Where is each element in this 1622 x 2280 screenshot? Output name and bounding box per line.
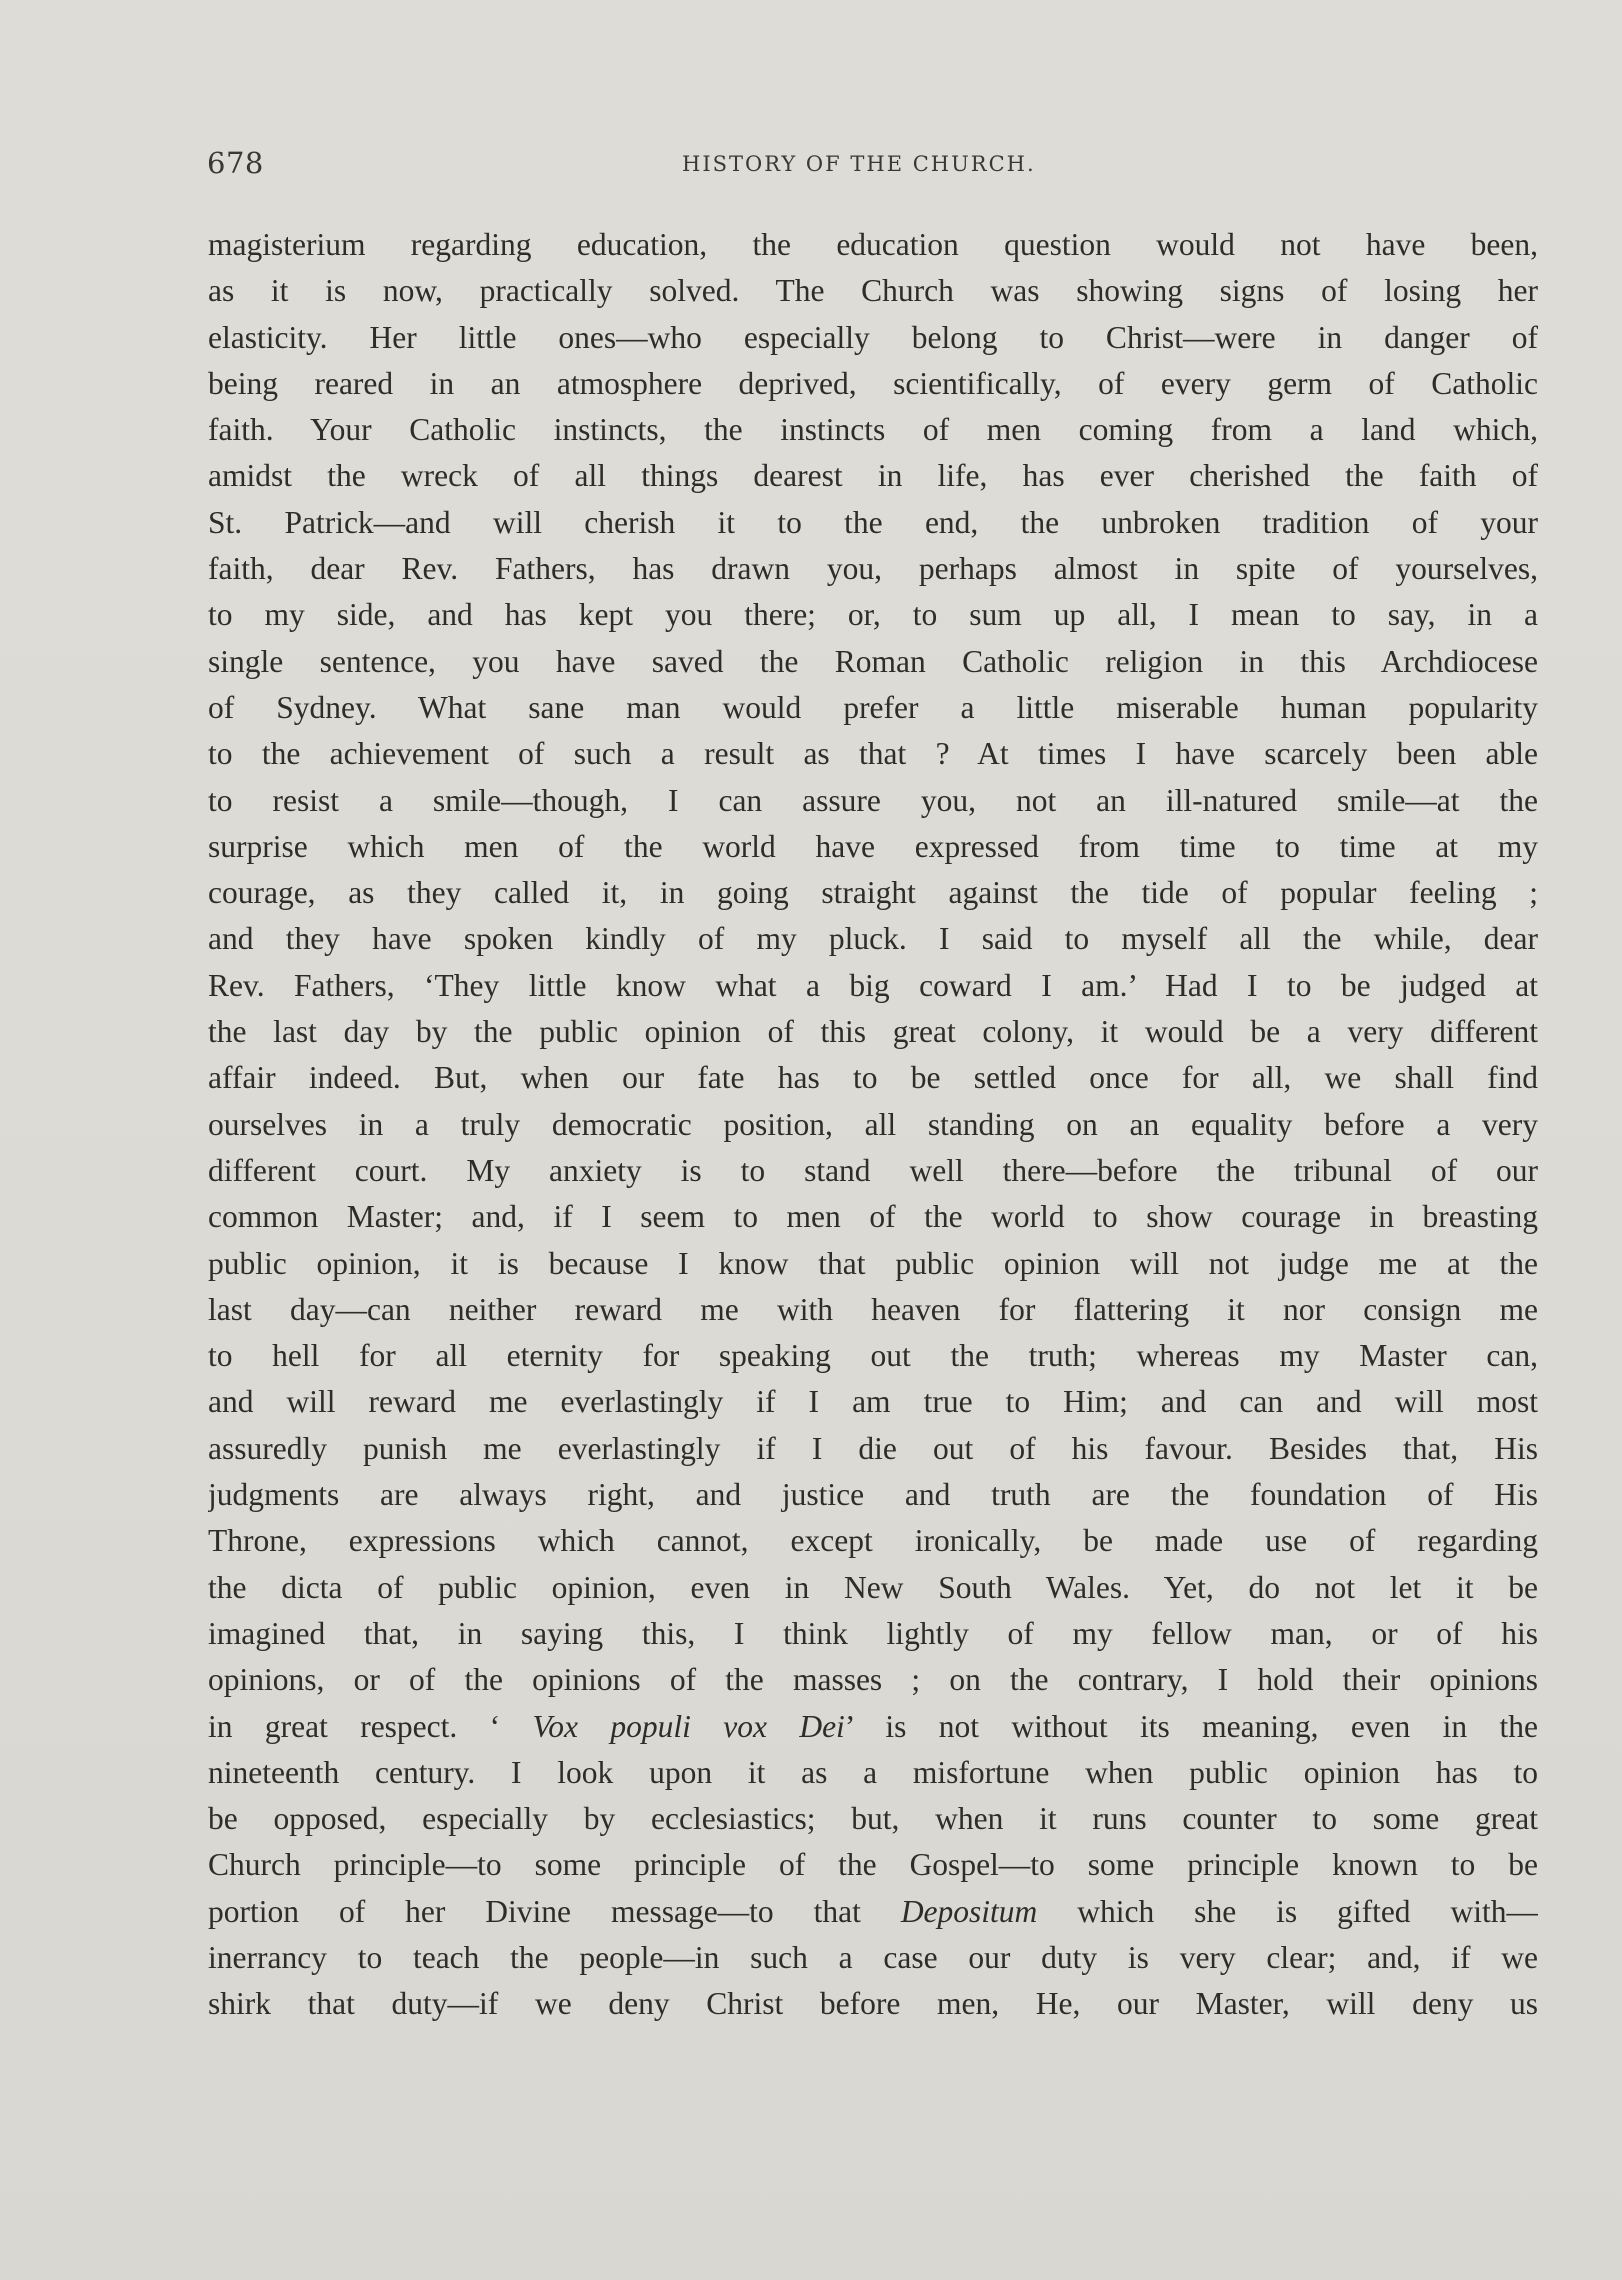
- text-line: to hell for all eternity for speaking out the truth; whereas my Master can,: [208, 1338, 1538, 1374]
- text-line-latin-quote: [208, 1704, 1538, 1750]
- text-line: faith, dear Rev. Fathers, has drawn you, perhaps almost in spite of yourselves,: [208, 551, 1538, 587]
- text-line: being reared in an atmosphere deprived, scientifically, of every germ of Catholic: [208, 365, 1538, 401]
- text-line: assuredly punish me everlastingly if I die out of his favour. Besides that, His: [208, 1430, 1538, 1466]
- text-line: faith. Your Catholic instincts, the instincts of men coming from a land which,: [208, 412, 1538, 448]
- text-line: to the achievement of such a result as that ? At times I have scarcely been able: [208, 736, 1538, 772]
- running-head: [207, 146, 1537, 186]
- text-line: single sentence, you have saved the Roman Catholic religion in this Archdiocese: [208, 643, 1538, 679]
- text-line: and they have spoken kindly of my pluck. I said to myself all the while, dear: [208, 921, 1538, 957]
- italic-depositum: Depositum: [900, 1893, 1038, 1929]
- body-text: [208, 222, 1538, 2028]
- text-line: ourselves in a truly democratic position, all standing on an equality before a very: [208, 1106, 1538, 1142]
- page-number: 678: [207, 146, 264, 180]
- italic-latin-phrase: Vox populi vox Dei: [532, 1708, 845, 1744]
- text-line: public opinion, it is because I know that public opinion will not judge me at the: [208, 1245, 1538, 1281]
- text-line: affair indeed. But, when our fate has to be settled once for all, we shall find: [208, 1060, 1538, 1096]
- text-segment: in great respect. ‘: [208, 1708, 533, 1744]
- text-line: to resist a smile—though, I can assure you, not an ill-natured smile—at the: [208, 782, 1538, 818]
- text-line: be opposed, especially by ecclesiastics; but, when it runs counter to some great: [208, 1801, 1538, 1837]
- text-line: last day—can neither reward me with heaven for flattering it nor consign me: [208, 1291, 1538, 1327]
- text-line: opinions, or of the opinions of the masses ; on the contrary, I hold their opinions: [208, 1662, 1538, 1698]
- text-line: judgments are always right, and justice and truth are the foundation of His: [208, 1477, 1538, 1513]
- text-segment: ’ is not without its meaning, even in the: [844, 1708, 1538, 1744]
- text-line: and will reward me everlastingly if I am true to Him; and can and will most: [208, 1384, 1538, 1420]
- text-line: as it is now, practically solved. The Church was showing signs of losing her: [208, 273, 1538, 309]
- text-line: Church principle—to some principle of the Gospel—to some principle known to be: [208, 1847, 1538, 1883]
- text-line: the last day by the public opinion of this great colony, it would be a very different: [208, 1014, 1538, 1050]
- text-line: different court. My anxiety is to stand well there—before the tribunal of our: [208, 1152, 1538, 1188]
- text-line: the dicta of public opinion, even in New South Wales. Yet, do not let it be: [208, 1569, 1538, 1605]
- text-line: Throne, expressions which cannot, except ironically, be made use of regarding: [208, 1523, 1538, 1559]
- text-line: inerrancy to teach the people—in such a case our duty is very clear; and, if we: [208, 1939, 1538, 1975]
- text-line: Rev. Fathers, ‘They little know what a big coward I am.’ Had I to be judged at: [208, 967, 1538, 1003]
- text-line: amidst the wreck of all things dearest in life, has ever cherished the faith of: [208, 458, 1538, 494]
- text-line: shirk that duty—if we deny Christ before men, He, our Master, will deny us: [208, 1986, 1538, 2022]
- text-line: nineteenth century. I look upon it as a misfortune when public opinion has to: [208, 1754, 1538, 1790]
- text-line: courage, as they called it, in going straight against the tide of popular feeling ;: [208, 875, 1538, 911]
- text-line: St. Patrick—and will cherish it to the end, the unbroken tradition of your: [208, 504, 1538, 540]
- text-line-depositum: [208, 1889, 1538, 1935]
- text-line: to my side, and has kept you there; or, to sum up all, I mean to say, in a: [208, 597, 1538, 633]
- text-line: common Master; and, if I seem to men of the world to show courage in breasting: [208, 1199, 1538, 1235]
- text-segment: portion of her Divine message—to that: [208, 1893, 901, 1929]
- text-line: of Sydney. What sane man would prefer a little miserable human popularity: [208, 689, 1538, 725]
- text-line: magisterium regarding education, the education question would not have been,: [208, 227, 1538, 262]
- running-head-title: HISTORY OF THE CHURCH.: [682, 152, 1036, 176]
- text-line: imagined that, in saying this, I think lightly of my fellow man, or of his: [208, 1615, 1538, 1651]
- text-segment: which she is gifted with—: [1037, 1893, 1538, 1929]
- text-line: surprise which men of the world have expressed from time to time at my: [208, 828, 1538, 864]
- text-line: elasticity. Her little ones—who especially belong to Christ—were in danger of: [208, 319, 1538, 355]
